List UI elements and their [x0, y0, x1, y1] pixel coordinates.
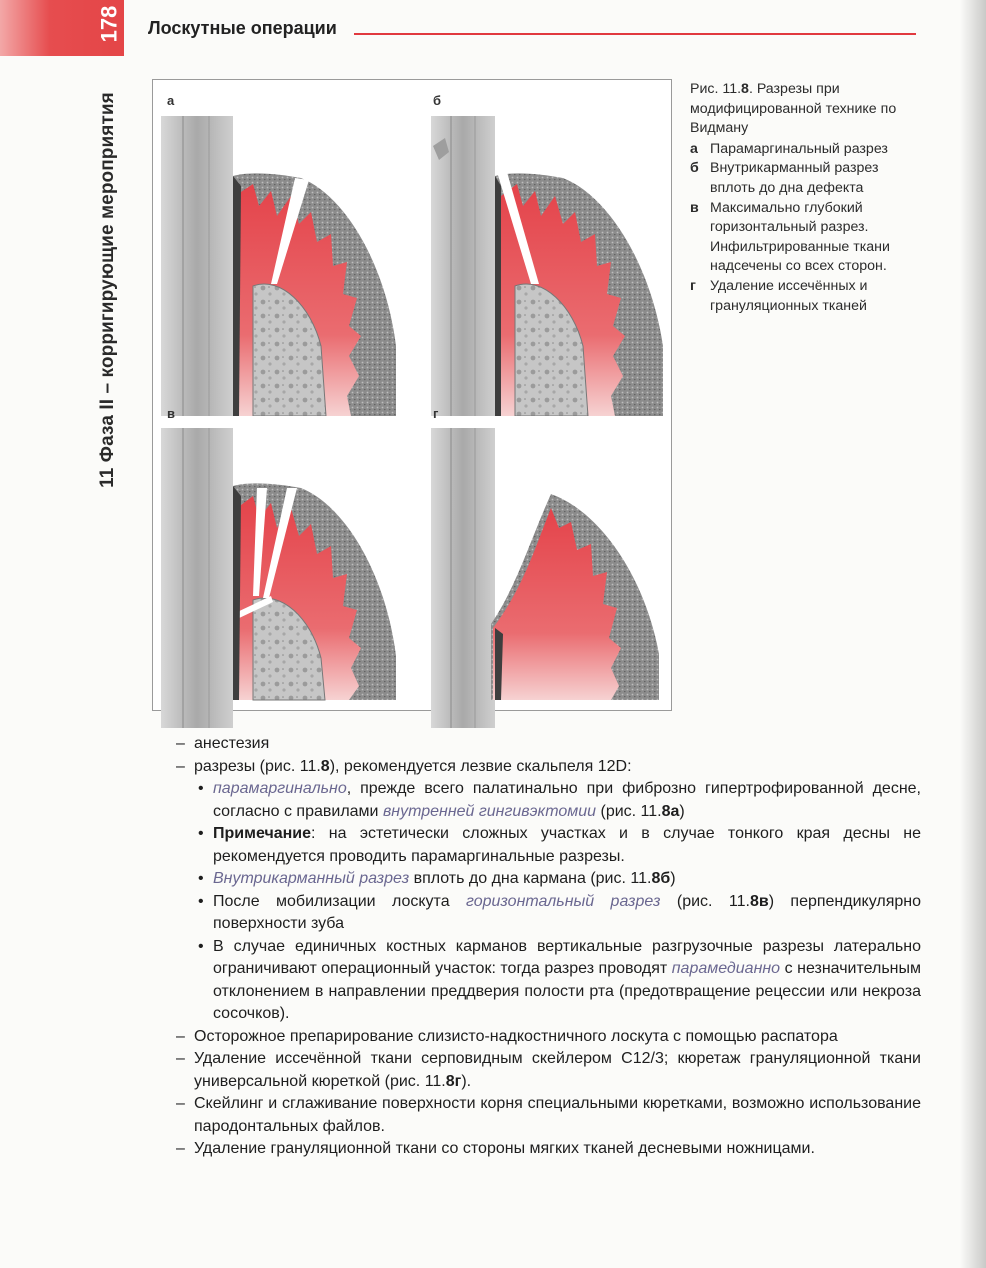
header-rule	[354, 33, 916, 35]
panel-label-c: в	[167, 406, 175, 421]
sublist-item-intrasulcular: • Внутрикарманный разрез вплоть до дна кармана (рис. 11.8б)	[198, 870, 676, 887]
list-item-scaling: – Скейлинг и сглаживание поверхности корня специальными кюретками, возможно использование пародонтальных файлов.	[176, 1095, 921, 1135]
sublist-item-horizontal: • После мобилизации лоскута горизонтальный разрез (рис. 11.8в) перпендикулярно поверхности зуба	[198, 892, 922, 932]
panel-b-illustration	[431, 116, 671, 416]
page-number: 178	[96, 5, 121, 43]
panel-label-a: а	[167, 93, 175, 108]
caption-heading: Рис. 11.8. Разрезы при модифицированной технике по Видману	[690, 81, 897, 137]
list-item-anesthesia: – анестезия	[176, 735, 270, 752]
figure-caption	[690, 80, 925, 316]
section-sidebar-title: 11 Фаза II – корригирующие мероприятия	[97, 92, 118, 488]
caption-item-c: в Максимально глубокий горизонтальный разрез. Инфильтрированные ткани надсечены со всех сторон.	[690, 199, 890, 275]
caption-item-b: б Внутрикарманный разрез вплоть до дна дефекта	[690, 160, 879, 196]
sublist-item-paramarginal: • парамаргинально, прежде всего палатинально при фиброзно гипертрофированной десне, согласно с правилами внутренней гингивэктомии (рис. 11.8а)	[198, 780, 921, 820]
page-gutter-shadow	[960, 0, 986, 1268]
panel-a-illustration	[161, 116, 401, 416]
running-title: Лоскутные операции	[148, 18, 337, 38]
panel-d-illustration	[431, 428, 671, 728]
list-item-removal: – Удаление иссечённой ткани серповидным скейлером C12/3; кюретаж грануляционной ткани универсальной кюреткой (рис. 11.8г).	[176, 1050, 921, 1090]
list-item-preparation: – Осторожное препарирование слизисто-надкостничного лоскута с помощью распатора	[176, 1027, 838, 1045]
caption-item-a: а Парамаргинальный разрез	[690, 140, 888, 157]
list-item-incisions: – разрезы (рис. 11.8), рекомендуется лезвие скальпеля 12D:	[176, 757, 632, 775]
list-item-granulation: – Удаление грануляционной ткани со стороны мягких тканей десневыми ножницами.	[176, 1140, 815, 1157]
panel-label-b: б	[433, 93, 442, 108]
sublist-item-vertical: • В случае единичных костных карманов вертикальные разгрузочные разрезы латерально ограничивают операционный участок: тогда разрез проводят парамедианно с незначительным отклонением в направлении преддверия полости рта (предотвращение рецессии или некроза сосочков).	[198, 937, 921, 1022]
panel-label-d: г	[433, 406, 439, 421]
figure-frame	[152, 79, 672, 711]
sublist-item-note: • Примечание: на эстетически сложных участках и в случае тонкого края десны не рекомендуется проводить парамаргинальные разрезы.	[198, 825, 921, 865]
caption-item-d: г Удаление иссечённых и грануляционных тканей	[690, 277, 868, 314]
panel-c-illustration	[161, 428, 401, 728]
body-text	[176, 733, 921, 1161]
